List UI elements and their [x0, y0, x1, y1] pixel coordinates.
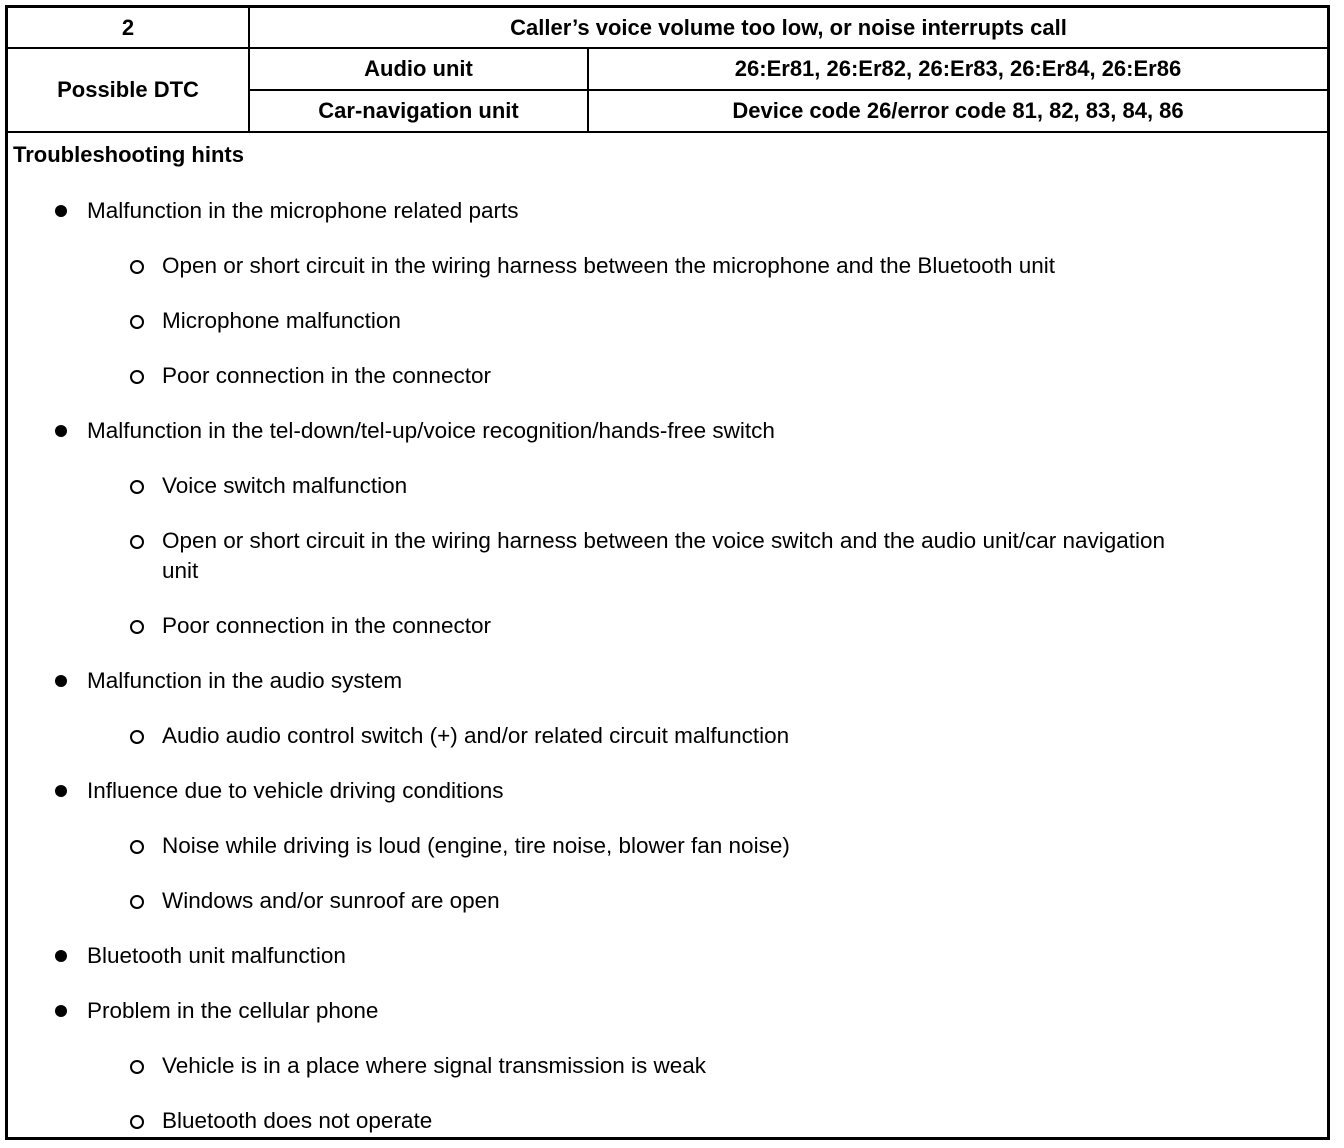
dtc-unit-navigation: Car-navigation unit [318, 98, 519, 123]
hint-subitem: Open or short circuit in the wiring harness between the microphone and the Bluetooth unit [162, 253, 1056, 278]
dtc-codes-audio: 26:Er81, 26:Er82, 26:Er83, 26:Er84, 26:Er86 [734, 56, 1182, 81]
hint-item: Malfunction in the microphone related parts [87, 198, 519, 223]
hint-subitem: Vehicle is in a place where signal transmission is weak [162, 1053, 707, 1078]
sub-bullet-icon [130, 315, 144, 329]
hint-subitem: Voice switch malfunction [162, 473, 408, 498]
possible-dtc-label: Possible DTC [57, 77, 199, 102]
symptom-title: Caller’s voice volume too low, or noise interrupts call [510, 14, 1067, 40]
sub-bullet-icon [130, 620, 144, 634]
hint-subitem: Open or short circuit in the wiring harness between the voice switch and the audio unit/car navigation unit [162, 528, 1166, 583]
row-divider [5, 131, 1330, 133]
hint-item: Influence due to vehicle driving conditions [87, 778, 504, 803]
sub-bullet-icon [130, 1060, 144, 1074]
sub-bullet-icon [130, 1115, 144, 1129]
bullet-icon [55, 205, 67, 217]
hint-item: Bluetooth unit malfunction [87, 943, 346, 968]
sub-bullet-icon [130, 895, 144, 909]
sub-bullet-icon [130, 480, 144, 494]
bullet-icon [55, 1005, 67, 1017]
hint-item: Problem in the cellular phone [87, 998, 379, 1023]
troubleshooting-hints-title: Troubleshooting hints [13, 142, 244, 167]
hint-subitem: Audio audio control switch (+) and/or related circuit malfunction [162, 723, 790, 748]
bullet-icon [55, 950, 67, 962]
dtc-codes-navigation: Device code 26/error code 81, 82, 83, 84, 86 [732, 98, 1184, 123]
sub-bullet-icon [130, 260, 144, 274]
dtc-unit-audio: Audio unit [364, 56, 473, 81]
sub-bullet-icon [130, 370, 144, 384]
bullet-icon [55, 425, 67, 437]
hint-item: Malfunction in the audio system [87, 668, 403, 693]
symptom-number: 2 [121, 14, 135, 40]
hint-subitem: Microphone malfunction [162, 308, 401, 333]
hint-subitem: Poor connection in the connector [162, 613, 491, 638]
sub-bullet-icon [130, 730, 144, 744]
hint-subitem: Poor connection in the connector [162, 363, 491, 388]
bullet-icon [55, 675, 67, 687]
sub-bullet-icon [130, 535, 144, 549]
hint-subitem: Windows and/or sunroof are open [162, 888, 500, 913]
hint-item: Malfunction in the tel-down/tel-up/voice recognition/hands-free switch [87, 418, 775, 443]
sub-bullet-icon [130, 840, 144, 854]
bullet-icon [55, 785, 67, 797]
hint-subitem: Bluetooth does not operate [162, 1108, 433, 1133]
hint-subitem: Noise while driving is loud (engine, tire noise, blower fan noise) [162, 833, 790, 858]
